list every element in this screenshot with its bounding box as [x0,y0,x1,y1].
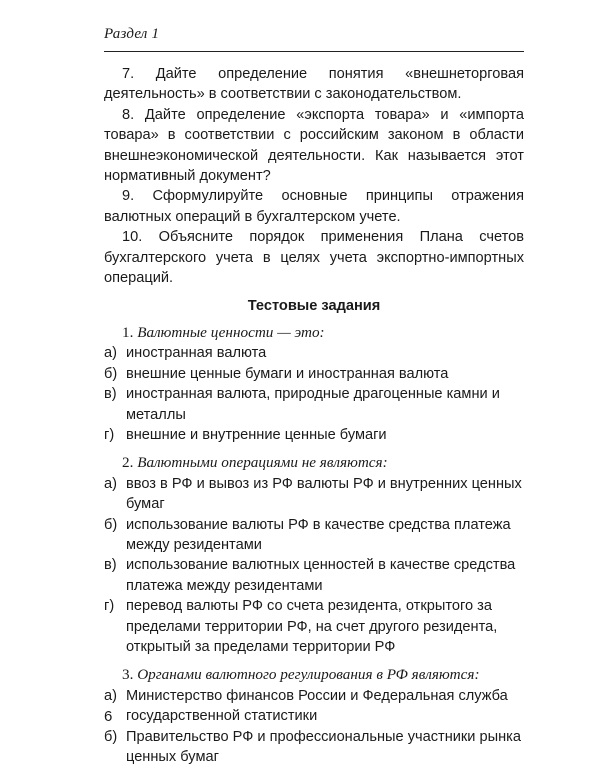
test-number: 3. [122,666,134,684]
test-question-1 [104,323,524,343]
option-text: Министерство финансов России и Федеральная служба государственной статистики [126,687,508,725]
option-2c [104,555,524,596]
test-number: 2. [122,454,134,472]
option-text: ввоз в РФ и вывоз из РФ валюты РФ и внутренних ценных бумаг [126,475,522,513]
option-2a [104,474,524,515]
option-text: внешние ценные бумаги и иностранная валюта [126,365,449,382]
running-head: Раздел 1 [104,26,160,42]
option-letter: г) [104,598,115,615]
option-2d [104,596,524,657]
option-text: использование валюты РФ в качестве средства платежа между резидентами [126,516,511,553]
option-1d [104,425,524,445]
question-7: 7. Дайте определение понятия «внешнеторговая деятельность» в соответствии с законодательством. [104,66,524,103]
question-9: 9. Сформулируйте основные принципы отражения валютных операций в бухгалтерском учете. [104,188,524,225]
option-3a [104,686,524,727]
page-content [104,64,524,775]
option-letter: в) [104,386,117,403]
test-question-text: Валютными операциями не являются: [137,454,388,472]
test-question-text: Органами валютного регулирования в РФ являются: [137,666,480,684]
option-text: использование валютных ценностей в качестве средства платежа между резидентами [126,557,516,594]
test-question-3 [104,665,524,685]
option-text: иностранная валюта, природные драгоценные камни и металлы [126,386,500,423]
question-8: 8. Дайте определение «экспорта товара» и «импорта товара» в соответствии с российским законом в области внешнеэкономической деятельности. Как называется этот нормативный документ? [104,106,524,185]
test-question-2 [104,453,524,473]
option-letter: б) [104,365,118,382]
question-10: 10. Объясните порядок применения Плана счетов бухгалтерского учета в целях учета экспортно-импортных операций. [104,229,524,287]
option-text: иностранная валюта [126,345,267,362]
option-letter: б) [104,728,118,745]
option-1a [104,343,524,363]
page-number: 6 [104,708,113,725]
option-letter: в) [104,557,117,574]
test-question-text: Валютные ценности — это: [137,323,325,341]
header-rule [104,51,524,52]
section-title: Тестовые задания [247,298,381,315]
option-letter: а) [104,345,117,362]
option-text: перевод валюты РФ со счета резидента, открытого за пределами территории РФ, на счет другого резидента, открытый за пределами территории РФ [126,598,498,655]
test-item-1 [104,323,524,445]
test-item-2 [104,453,524,657]
option-2b [104,515,524,556]
option-1c [104,384,524,425]
option-letter: а) [104,475,117,492]
test-number: 1. [122,323,134,341]
option-letter: г) [104,426,115,443]
option-text: Правительство РФ и профессиональные участники рынка ценных бумаг [126,728,521,765]
option-1b [104,364,524,384]
option-3b [104,727,524,768]
test-item-3 [104,665,524,767]
option-text: внешние и внутренние ценные бумаги [126,426,387,443]
option-letter: а) [104,687,117,704]
option-letter: б) [104,516,118,533]
